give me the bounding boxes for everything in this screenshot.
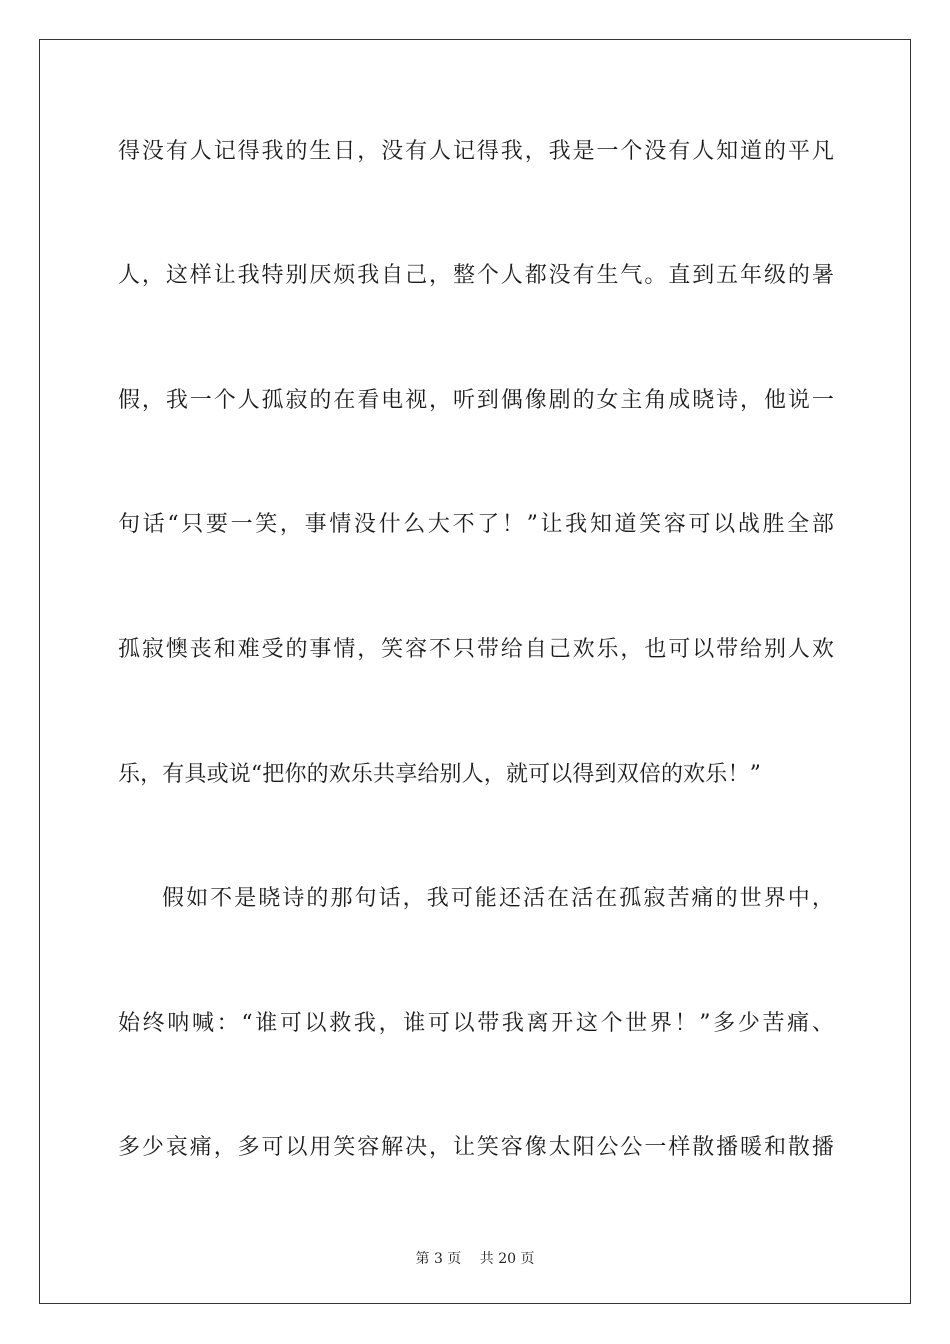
text-line: 乐，有具或说“把你的欢乐共享给别人，就可以得到双倍的欢乐！” <box>118 762 761 787</box>
text-line: 得没有人记得我的生日，没有人记得我，我是一个没有人知道的平凡 <box>118 139 834 164</box>
page-number: 第 3 页 <box>415 1251 462 1267</box>
text-line: 孤寂懊丧和难受的事情，笑容不只带给自己欢乐，也可以带给别人欢 <box>118 637 834 662</box>
text-line: 始终呐喊：“谁可以救我，谁可以带我离开这个世界！”多少苦痛、 <box>118 1011 834 1036</box>
paragraph-first-line: 假如不是晓诗的那句话，我可能还活在活在孤寂苦痛的世界中， <box>162 886 834 911</box>
text-line: 多少哀痛，多可以用笑容解决，让笑容像太阳公公一样散播暖和散播 <box>118 1135 834 1160</box>
text-line: 句话“只要一笑，事情没什么大不了！”让我知道笑容可以战胜全部 <box>118 512 834 537</box>
page-total: 共 20 页 <box>479 1251 535 1267</box>
page-footer <box>0 1248 950 1268</box>
text-line: 人，这样让我特别厌烦我自己，整个人都没有生气。直到五年级的暑 <box>118 263 834 288</box>
text-line: 假，我一个人孤寂的在看电视，听到偶像剧的女主角成晓诗，他说一 <box>118 388 834 413</box>
page-frame <box>39 39 911 1304</box>
